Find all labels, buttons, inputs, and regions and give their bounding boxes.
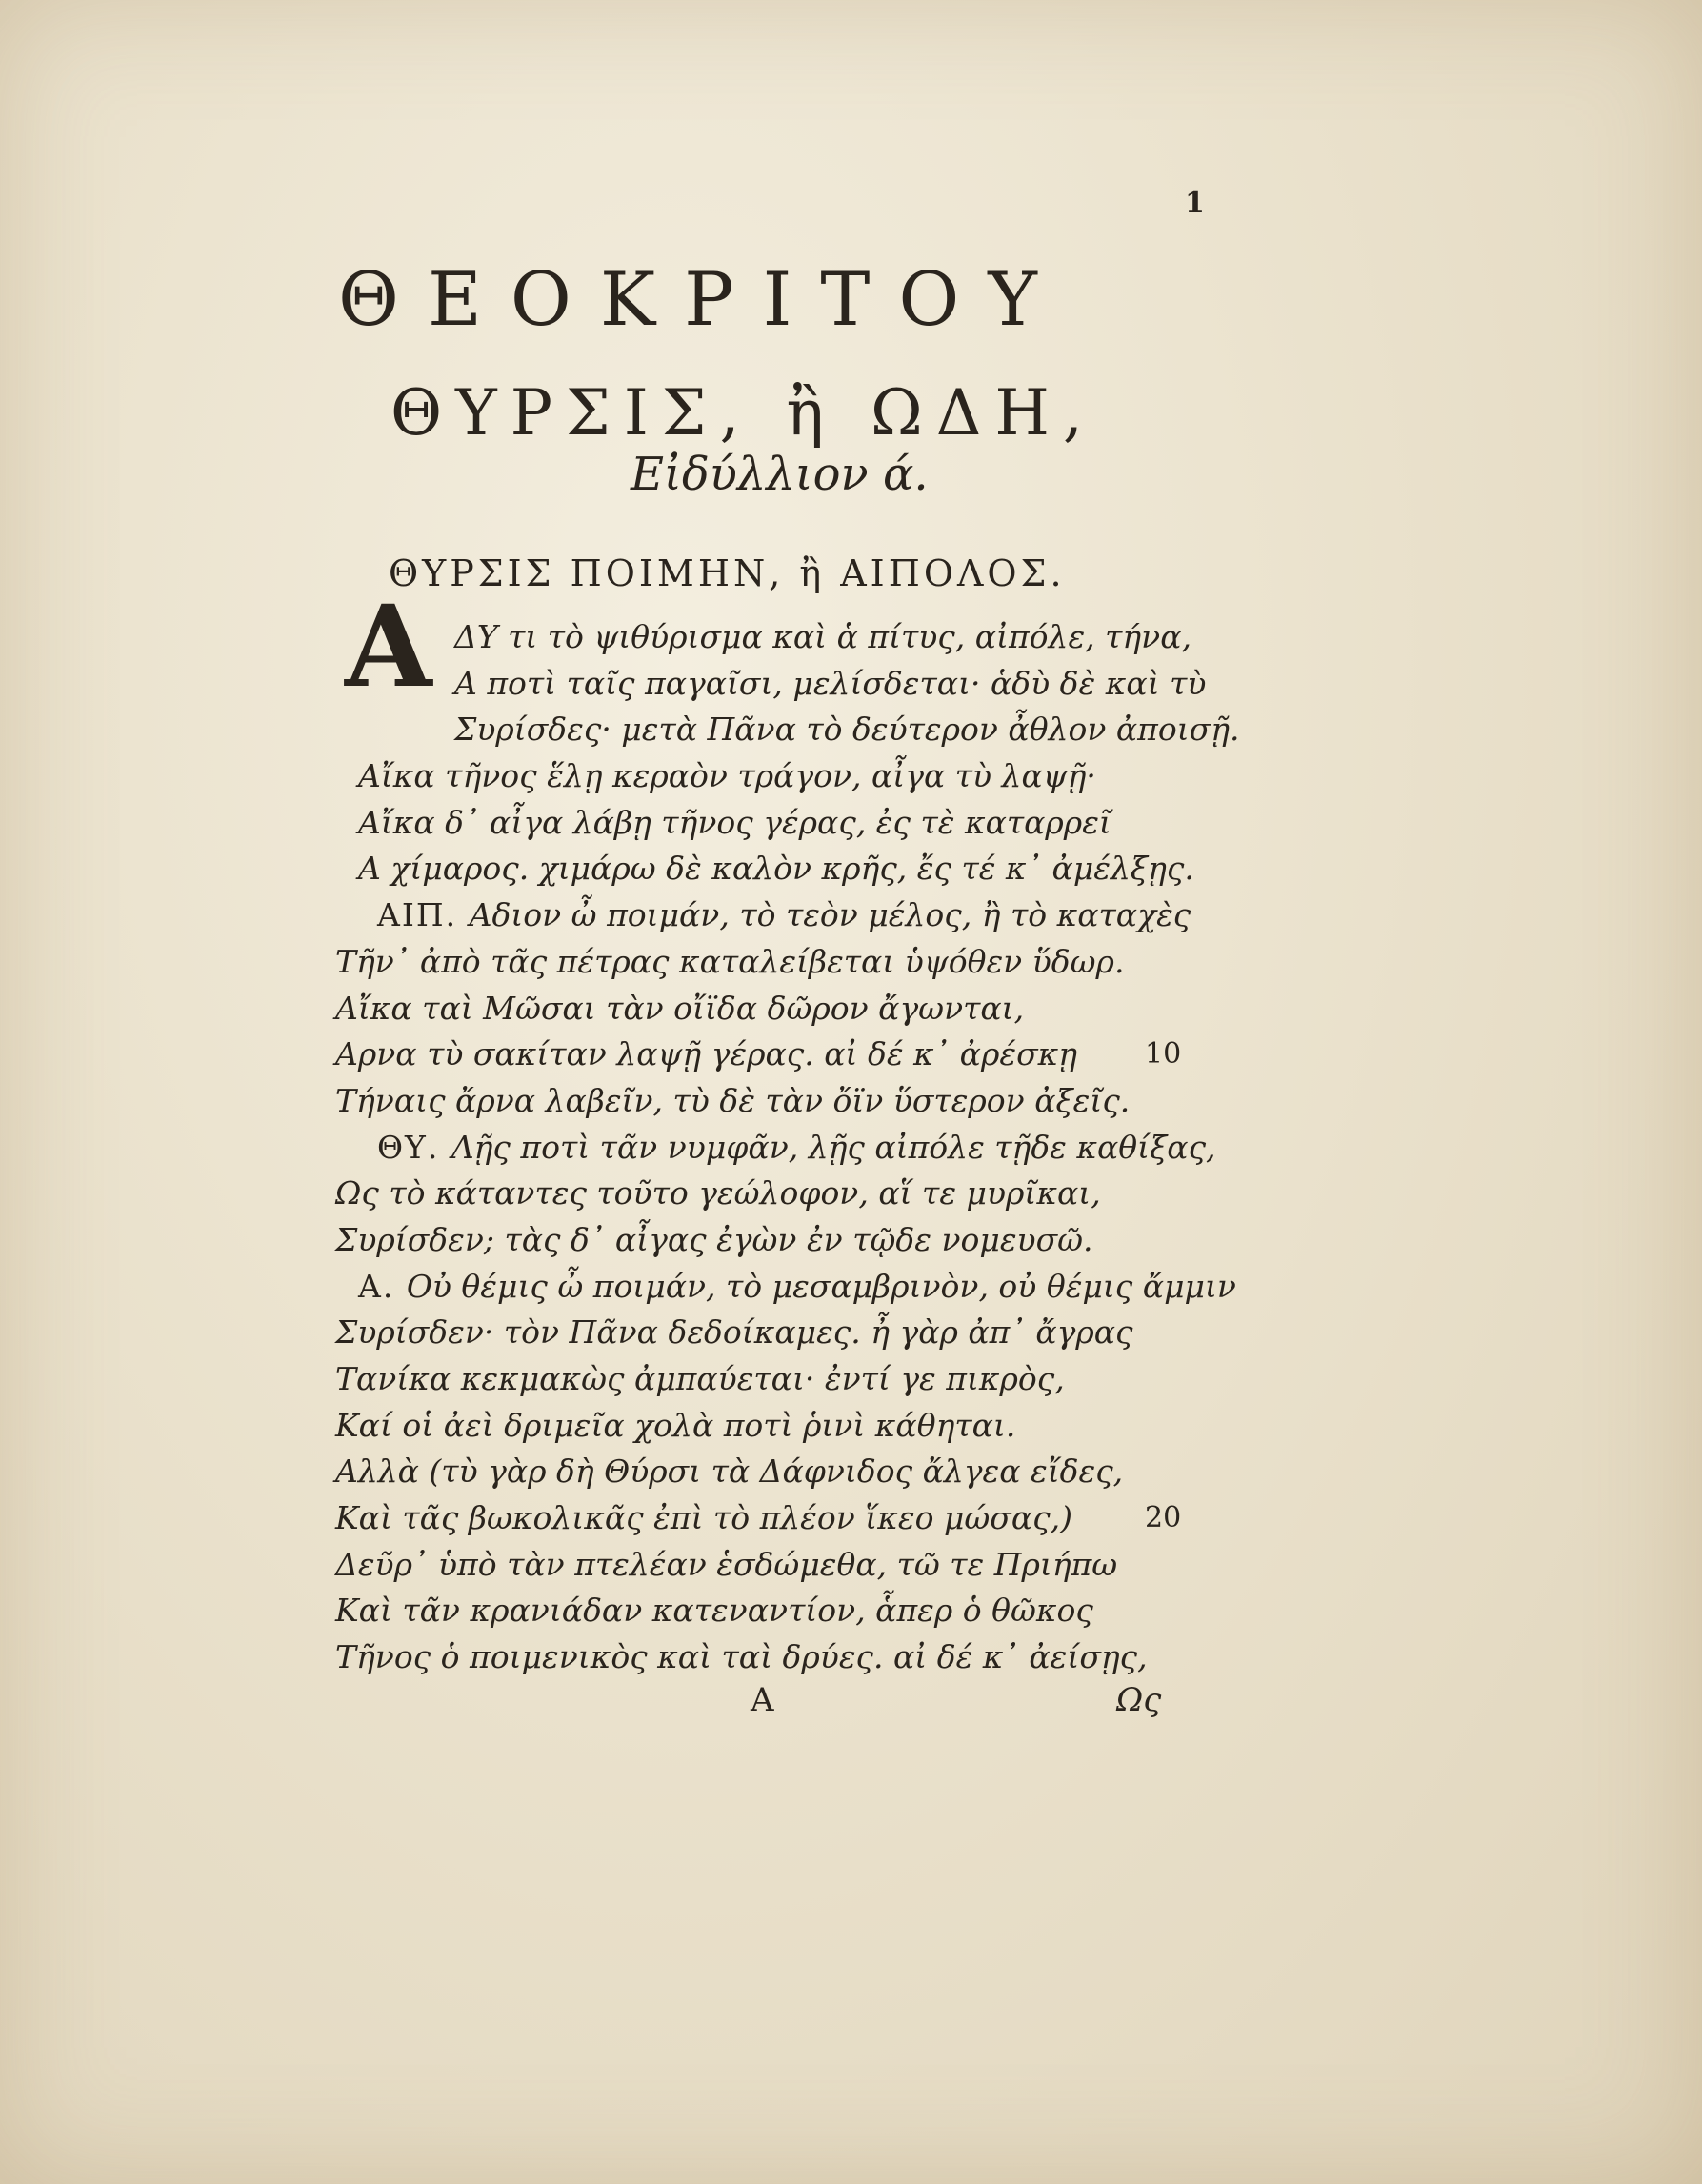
verse-line xyxy=(335,707,1240,753)
speaker-label: Α. xyxy=(358,1267,407,1305)
verse-line xyxy=(335,1449,1192,1495)
verse-text: ΔΥ τι τὸ ψιθύρισμα καὶ ἁ πίτυς, αἰπόλε, τήνα, xyxy=(454,618,1192,655)
page-number: 1 xyxy=(1185,187,1205,220)
idyll-number: Εἰδύλλιον ά. xyxy=(631,448,929,501)
speakers-heading: ΘΥΡΣΙΣ ΠΟΙΜΗΝ, ἢ ΑΙΠΟΛΟΣ. xyxy=(389,552,1066,594)
speaker-label: ΘΥ. xyxy=(377,1128,451,1166)
verse-text: Ως τὸ κάταντες τοῦτο γεώλοφον, αἵ τε μυρῖκαι, xyxy=(335,1174,1101,1212)
verse-text: Συρίσδεν; τὰς δ᾽ αἶγας ἐγὼν ἐν τῷδε νομευσῶ. xyxy=(335,1220,1093,1258)
line-number: 20 xyxy=(1145,1501,1182,1535)
verse-text: Συρίσδεν· τὸν Πᾶνα δεδοίκαμες. ἦ γὰρ ἀπ᾽ ἄγρας xyxy=(335,1313,1133,1352)
verse-text: Δεῦρ᾽ ὑπὸ τὰν πτελέαν ἑσδώμεθα, τῶ τε Πριήπω xyxy=(335,1545,1118,1583)
verse-text: Α ποτὶ ταῖς παγαῖσι, μελίσδεται· ἁδὺ δὲ καὶ τὺ xyxy=(454,664,1207,702)
verse-line xyxy=(335,1588,1192,1634)
verse-line xyxy=(335,939,1192,986)
verse-line xyxy=(335,1356,1192,1403)
verse-line xyxy=(335,846,1192,892)
verse-text: Αἴκα τῆνος ἕλῃ κεραὸν τράγον, αἶγα τὺ λαψῇ· xyxy=(358,757,1096,795)
verse-text: Οὐ θέμις ὦ ποιμάν, τὸ μεσαμβρινὸν, οὐ θέμις ἄμμιν xyxy=(406,1267,1236,1305)
verse-line xyxy=(335,1264,1236,1311)
verse-line xyxy=(335,800,1192,847)
verse-text: Αδιον ὦ ποιμάν, τὸ τεὸν μέλος, ἢ τὸ καταχὲς xyxy=(469,896,1191,934)
poem-title: ΘΥΡΣΙΣ, ἢ ΩΔΗ, xyxy=(390,376,1096,450)
catchword: Ως xyxy=(1116,1681,1162,1719)
verse-line xyxy=(335,1125,1216,1172)
verse-text: Αἴκα δ᾽ αἶγα λάβῃ τῆνος γέρας, ἐς τὲ καταρρεῖ xyxy=(358,803,1111,841)
verse-text: Τῆνος ὁ ποιμενικὸς καὶ ταὶ δρύες. αἰ δέ κ᾽ ἀείσῃς, xyxy=(335,1638,1148,1676)
verse-line xyxy=(335,1403,1192,1450)
verse-line xyxy=(335,1078,1192,1125)
verse-line xyxy=(335,986,1192,1032)
verse-text: Αλλὰ (τὺ γὰρ δὴ Θύρσι τὰ Δάφνιδος ἄλγεα εἴδες, xyxy=(335,1453,1124,1491)
verse-text: Καὶ τᾶν κρανιάδαν κατεναντίον, ἇπερ ὁ θῶκος xyxy=(335,1592,1093,1630)
verse-text: Τῆν᾽ ἀπὸ τᾶς πέτρας καταλείβεται ὑψόθεν ὕδωρ. xyxy=(335,942,1125,980)
verse-line xyxy=(335,1310,1192,1356)
verse-block xyxy=(335,614,1240,1681)
verse-text: Αἴκα ταὶ Μῶσαι τὰν οἴϊδα δῶρον ἄγωνται, xyxy=(335,989,1025,1027)
signature-mark: A xyxy=(751,1681,774,1719)
verse-line xyxy=(335,1542,1192,1589)
verse-line xyxy=(335,661,1207,708)
verse-text: Καὶ τᾶς βωκολικᾶς ἐπὶ τὸ πλέον ἵκεο μώσας,) xyxy=(335,1499,1072,1537)
verse-line xyxy=(335,1217,1192,1264)
verse-line xyxy=(335,1495,1192,1542)
drop-cap: Α xyxy=(345,580,432,712)
verse-text: Λῇς ποτὶ τᾶν νυμφᾶν, λῇς αἰπόλε τῇδε καθίξας, xyxy=(451,1128,1216,1166)
verse-text: Τανίκα κεκμακὼς ἀμπαύεται· ἐντί γε πικρὸς, xyxy=(335,1360,1065,1397)
line-number: 10 xyxy=(1145,1037,1182,1072)
verse-line xyxy=(335,1032,1192,1078)
verse-text: Καί οἱ ἀεὶ δριμεῖα χολὰ ποτὶ ῥινὶ κάθηται. xyxy=(335,1406,1016,1444)
verse-line xyxy=(335,614,1192,661)
verse-line xyxy=(335,1171,1192,1217)
verse-text: Αρνα τὺ σακίταν λαψῇ γέρας. αἰ δέ κ᾽ ἀρέσκῃ xyxy=(335,1035,1078,1073)
verse-line xyxy=(335,1634,1192,1681)
verse-line xyxy=(335,892,1192,939)
speaker-label: ΑΙΠ. xyxy=(377,896,470,934)
verse-text: Α χίμαρος. χιμάρω δὲ καλὸν κρῆς, ἔς τέ κ᾽ ἀμέλξῃς. xyxy=(358,850,1194,888)
verse-text: Συρίσδες· μετὰ Πᾶνα τὸ δεύτερον ἆθλον ἀποισῇ. xyxy=(454,711,1240,749)
verse-line xyxy=(335,753,1192,800)
verse-text: Τήναις ἄρνα λαβεῖν, τὺ δὲ τὰν ὄϊν ὕστερον ἀξεῖς. xyxy=(335,1081,1131,1119)
page-title: ΘΕΟΚΡΙΤΟΥ xyxy=(338,257,1066,343)
